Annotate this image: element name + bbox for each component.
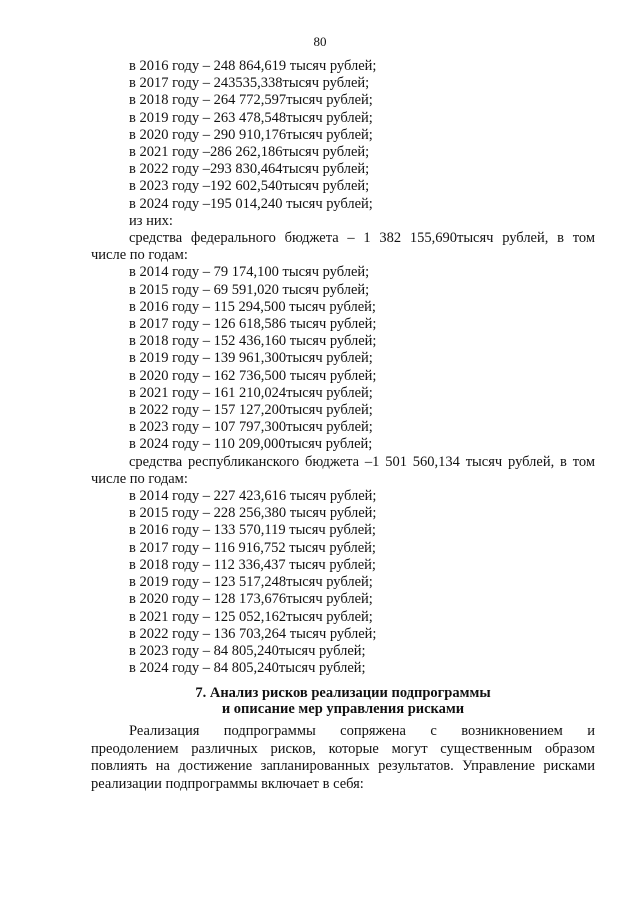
paragraph-first-line: Реализация подпрограммы сопряжена с возникновением и [129, 723, 595, 740]
list-item: в 2014 году – 227 423,616 тысяч рублей; [129, 488, 377, 505]
list-item: в 2016 году – 115 294,500 тысяч рублей; [129, 298, 376, 315]
federal-intro: средства федерального бюджета – 1 382 155,690тысяч рублей, в том [129, 230, 595, 247]
list-item: в 2019 году – 123 517,248тысяч рублей; [129, 574, 373, 591]
republican-budget-block [91, 454, 595, 678]
paragraph-rest: преодолением различных рисков, которые могут существенным образом повлиять на достижение запланированных результатов. Управление рисками реализации подпрограммы включает в себя: [91, 740, 595, 792]
federal-budget-block [91, 230, 595, 454]
list-item: в 2021 году –286 262,186тысяч рублей; [129, 144, 370, 161]
federal-intro-cont: числе по годам: [91, 247, 188, 264]
list-item: в 2017 году – 126 618,586 тысяч рублей; [129, 316, 377, 333]
section-heading-line2: и описание мер управления рисками [221, 700, 465, 717]
republican-intro-cont: числе по годам: [91, 470, 188, 487]
list-item: в 2022 году –293 830,464тысяч рублей; [129, 161, 370, 178]
list-item: в 2018 году – 264 772,597тысяч рублей; [129, 92, 373, 109]
list-item: в 2023 году – 107 797,300тысяч рублей; [129, 419, 373, 436]
section-heading [91, 686, 595, 717]
list-item: в 2020 году – 162 736,500 тысяч рублей; [129, 367, 377, 384]
list-item: в 2020 году – 128 173,676тысяч рублей; [129, 591, 373, 608]
list-item: в 2020 году – 290 910,176тысяч рублей; [129, 126, 373, 143]
list-item: в 2018 году – 152 436,160 тысяч рублей; [129, 333, 377, 350]
page-number: 80 [313, 34, 327, 49]
list-item: в 2024 году – 110 209,000тысяч рублей; [129, 436, 373, 453]
list-item: в 2022 году – 157 127,200тысяч рублей; [129, 402, 373, 419]
list-item: в 2023 году –192 602,540тысяч рублей; [129, 178, 370, 195]
list-item: в 2021 году – 161 210,024тысяч рублей; [129, 384, 373, 401]
list-item: в 2017 году – 116 916,752 тысяч рублей; [129, 539, 376, 556]
list-item: в 2023 году – 84 805,240тысяч рублей; [129, 642, 366, 659]
list-item: в 2024 году – 84 805,240тысяч рублей; [129, 660, 366, 677]
list-item: в 2024 году –195 014,240 тысяч рублей; [129, 195, 373, 212]
section-heading-line1: 7. Анализ рисков реализации подпрограммы [195, 685, 491, 702]
list-item: в 2015 году – 228 256,380 тысяч рублей; [129, 505, 377, 522]
list-item: в 2015 году – 69 591,020 тысяч рублей; [129, 281, 370, 298]
list-item: в 2016 году – 248 864,619 тысяч рублей; [129, 58, 377, 74]
republican-intro: средства республиканского бюджета –1 501 560,134 тысяч рублей, в том [129, 453, 595, 470]
list-item: в 2017 году – 243535,338тысяч рублей; [129, 75, 370, 92]
list-item: в 2021 году – 125 052,162тысяч рублей; [129, 608, 373, 625]
list-item: в 2018 году – 112 336,437 тысяч рублей; [129, 556, 376, 573]
list-item: в 2019 году – 139 961,300тысяч рублей; [129, 350, 373, 367]
list-item: в 2019 году – 263 478,548тысяч рублей; [129, 109, 373, 126]
list-item: в 2014 году – 79 174,100 тысяч рублей; [129, 264, 370, 281]
totals-list [91, 58, 595, 213]
of-which-label: из них: [129, 212, 173, 229]
list-item: в 2016 году – 133 570,119 тысяч рублей; [129, 522, 376, 539]
section-paragraph [91, 723, 595, 793]
list-item: в 2022 году – 136 703,264 тысяч рублей; [129, 625, 377, 642]
document-body [91, 58, 595, 793]
